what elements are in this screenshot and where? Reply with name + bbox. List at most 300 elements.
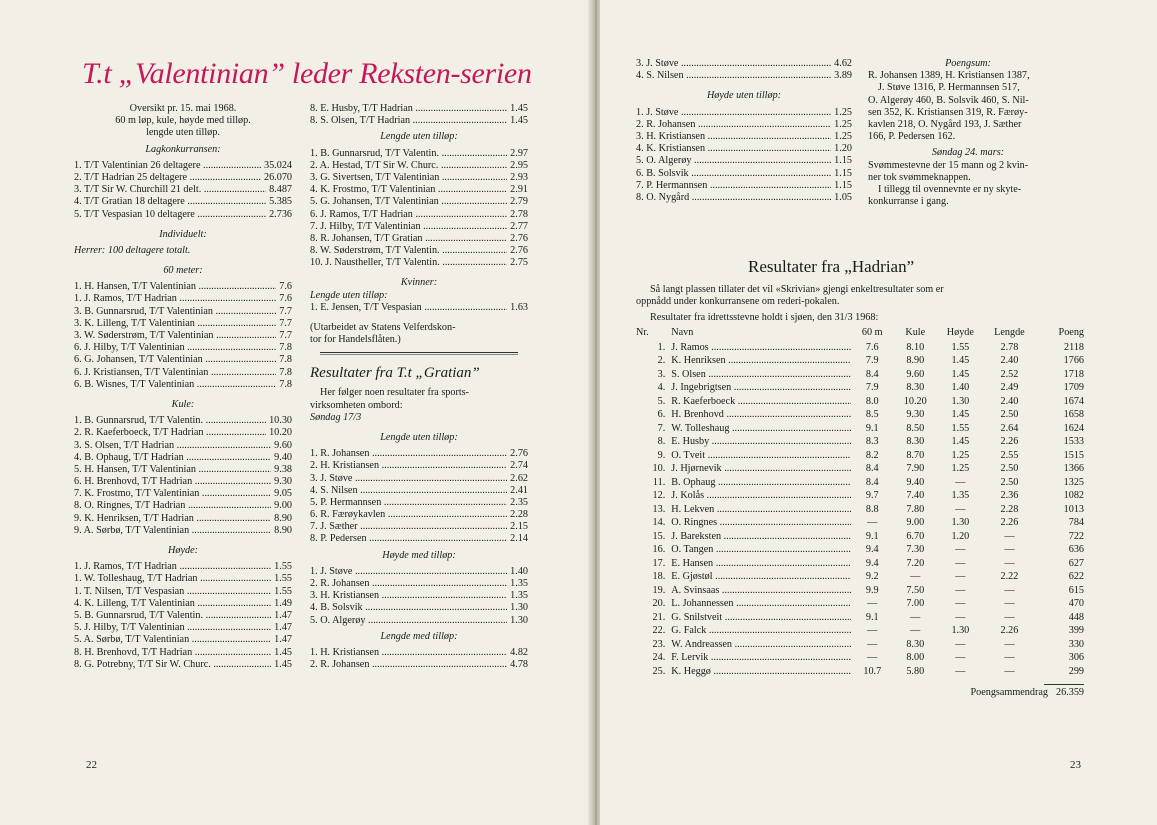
table-cell: 470	[1068, 598, 1084, 610]
table-cell: 636	[1068, 544, 1084, 556]
table-cell: 9.1	[865, 611, 879, 623]
result-name: 8. O. Ringnes, T/T Hadrian .....	[74, 500, 271, 512]
table-cell: 2.26	[1000, 517, 1019, 529]
result-value: 2.77	[510, 220, 528, 232]
result-row	[74, 634, 292, 646]
table-cell: 2.28	[1000, 503, 1019, 515]
result-name: 8. H. Brenhovd, T/T Hadrian .....	[74, 647, 271, 659]
section-heading: Lengde med tilløp:	[380, 630, 458, 642]
result-name: 1. J. Støve .....	[636, 107, 831, 119]
intro-line: Så langt plassen tillater det vil «Skrivian» gjengi enkeltresultater som er	[650, 284, 944, 295]
result-name: 1. R. Johansen .....	[310, 448, 507, 460]
result-value: 9.40	[274, 451, 292, 463]
result-row	[74, 464, 292, 476]
page-number: 23	[1070, 759, 1081, 771]
lengde-list	[310, 148, 528, 270]
table-cell: 1.30	[951, 395, 970, 407]
table-cell: 7.	[657, 422, 666, 434]
table-cell: —	[955, 544, 966, 556]
section-heading: Søndag 24. mars:	[931, 147, 1005, 159]
result-row	[636, 180, 852, 192]
result-row	[74, 281, 292, 293]
table-cell: —	[1004, 530, 1015, 542]
result-row	[310, 103, 528, 115]
table-cell: 14.	[652, 517, 666, 529]
table-cell: 2.26	[1000, 625, 1019, 637]
result-row	[74, 586, 292, 598]
result-row	[310, 448, 528, 460]
result-name: 4. K. Lilleng, T/T Valentinian .....	[74, 598, 271, 610]
result-value: 1.47	[274, 609, 292, 621]
table-cell: O. Tangen .....	[665, 543, 851, 557]
result-value: 9.38	[274, 463, 292, 475]
column-header: Nr.	[636, 327, 649, 339]
result-row	[74, 293, 292, 305]
table-cell: 7.9	[865, 355, 879, 367]
table-cell: 13.	[652, 503, 666, 515]
result-value: 2.78	[510, 208, 528, 220]
result-name: 2. R. Johansen .....	[636, 119, 831, 131]
result-row	[310, 221, 528, 233]
table-cell: 2.22	[1000, 571, 1019, 583]
result-name: 6. G. Johansen, T/T Valentinian .....	[74, 354, 276, 366]
table-cell: 8.30	[906, 638, 925, 650]
table-cell: W. Andreassen .....	[665, 638, 851, 652]
result-value: 1.30	[510, 602, 528, 614]
result-row	[74, 209, 292, 221]
table-cell: 1533	[1063, 436, 1084, 448]
section-heading: Høyde:	[168, 545, 198, 556]
table-cell: 2.52	[1000, 368, 1019, 380]
table-cell: 20.	[652, 598, 666, 610]
result-name: 1. J. Ramos, T/T Hadrian .....	[74, 293, 276, 305]
result-name: 9. K. Henriksen, T/T Hadrian .....	[74, 513, 271, 525]
table-row	[636, 354, 1084, 368]
table-cell: G. Snilstveit .....	[665, 611, 851, 625]
result-row	[74, 622, 292, 634]
table-cell: 11.	[652, 476, 666, 488]
table-row	[636, 408, 1084, 422]
table-cell: 17.	[652, 557, 666, 569]
table-cell: 1.45	[951, 355, 970, 367]
herrer-line: Herrer: 100 deltagere totalt.	[74, 244, 191, 256]
table-cell: 8.3	[865, 436, 879, 448]
table-cell: —	[955, 584, 966, 596]
result-row	[310, 602, 528, 614]
result-value: 1.47	[274, 622, 292, 634]
table-cell: 7.00	[906, 598, 925, 610]
table-cell: 1658	[1063, 409, 1084, 421]
intro-line: 60 m løp, kule, høyde med tilløp.	[115, 115, 251, 127]
table-cell: 1.40	[951, 382, 970, 394]
result-row	[310, 160, 528, 172]
result-value: 5.385	[269, 196, 292, 208]
result-name: 4. K. Frostmo, T/T Valentinian .....	[310, 184, 507, 196]
result-value: 8.90	[274, 512, 292, 524]
table-row	[636, 597, 1084, 611]
result-value: 1.35	[510, 578, 528, 589]
result-row	[74, 440, 292, 452]
table-cell: 6.	[657, 409, 666, 421]
result-name: 5. T/T Vespasian 10 deltagere .....	[74, 209, 266, 221]
result-value: 2.76	[510, 245, 528, 257]
intro-line: virksomheten ombord:	[310, 399, 403, 411]
table-cell: —	[910, 571, 921, 583]
result-name: 4. S. Nilsen .....	[636, 70, 831, 82]
table-row	[636, 503, 1084, 517]
result-row	[310, 196, 528, 208]
table-cell: 1.25	[951, 463, 970, 475]
table-cell: —	[1004, 557, 1015, 569]
table-cell: 2.	[657, 355, 666, 367]
table-cell: 1082	[1063, 490, 1084, 502]
table-cell: 7.6	[865, 341, 879, 353]
note-line: tor for Handelsflåten.)	[310, 334, 401, 346]
kvinner-list	[310, 302, 528, 314]
table-header-row	[636, 327, 1084, 341]
result-value: 26.070	[263, 171, 292, 183]
result-row	[636, 143, 852, 155]
table-cell: 2.50	[1000, 409, 1019, 421]
table-cell: 1366	[1063, 463, 1084, 475]
table-cell: 8.10	[906, 341, 925, 353]
result-row	[310, 659, 528, 671]
result-name: 6. B. Wisnes, T/T Valentinian .....	[74, 379, 276, 391]
result-row	[310, 460, 528, 472]
table-cell: 2.50	[1000, 463, 1019, 475]
result-value: 2.74	[510, 460, 528, 472]
result-value: 1.35	[510, 590, 528, 602]
table-cell: 25.	[652, 665, 666, 677]
summary-row	[636, 687, 1084, 699]
table-cell: 784	[1068, 517, 1084, 529]
divider	[320, 352, 518, 355]
table-cell: 7.30	[906, 544, 925, 556]
table-cell: 9.30	[906, 409, 925, 421]
result-name: 7. K. Frostmo, T/T Valentinian .....	[74, 488, 271, 500]
result-value: 2.95	[510, 159, 528, 171]
result-name: 8. G. Potrebny, T/T Sir W. Churc. .....	[74, 659, 271, 671]
text-line: R. Johansen 1389, H. Kristiansen 1387,	[868, 70, 1030, 82]
table-cell: 615	[1068, 584, 1084, 596]
result-value: 1.63	[510, 301, 528, 313]
table-cell: 8.5	[865, 409, 879, 421]
table-cell: 7.40	[906, 490, 925, 502]
lagkonkurransen-list	[74, 160, 292, 221]
table-cell: 9.40	[906, 476, 925, 488]
result-value: 1.49	[274, 597, 292, 609]
table-cell: 8.0	[865, 395, 879, 407]
hadrian-results-table	[636, 327, 1084, 679]
table-cell: —	[955, 598, 966, 610]
result-name: 1. B. Gunnarsrud, T/T Valentin. .....	[310, 148, 507, 160]
result-value: 2.28	[510, 509, 528, 521]
result-row	[310, 302, 528, 314]
result-name: 6. J. Kristiansen, T/T Valentinian .....	[74, 367, 276, 379]
result-value: 8.90	[274, 524, 292, 536]
table-row	[636, 449, 1084, 463]
table-row	[636, 368, 1084, 382]
result-value: 1.45	[274, 646, 292, 658]
result-row	[310, 172, 528, 184]
right-page	[600, 0, 1157, 825]
table-row	[636, 435, 1084, 449]
result-value: 1.45	[510, 103, 528, 114]
table-cell: 1624	[1063, 422, 1084, 434]
result-row	[74, 476, 292, 488]
result-name: 7. J. Hilby, T/T Valentinian .....	[310, 221, 507, 233]
table-cell: 10.20	[903, 395, 927, 407]
result-value: 2.93	[510, 171, 528, 183]
table-cell: 1766	[1063, 355, 1084, 367]
table-cell: 5.80	[906, 665, 925, 677]
result-row	[310, 497, 528, 509]
table-cell: —	[955, 652, 966, 664]
table-cell: J. Kolås .....	[665, 489, 851, 503]
table-cell: B. Ophaug .....	[665, 476, 851, 490]
result-name: 1. J. Støve .....	[310, 566, 507, 578]
table-cell: 7.80	[906, 503, 925, 515]
table-cell: 7.9	[865, 382, 879, 394]
intro-line: Oversikt pr. 15. mai 1968.	[129, 103, 237, 114]
result-row	[310, 473, 528, 485]
section-heading: Individuelt:	[159, 228, 207, 240]
table-cell: 8.8	[865, 503, 879, 515]
table-cell: 10.	[652, 463, 666, 475]
table-cell: 24.	[652, 652, 666, 664]
result-row	[74, 306, 292, 318]
table-cell: 9.4	[865, 544, 879, 556]
section-heading: Lengde uten tilløp:	[380, 131, 458, 143]
section-heading: Kvinner:	[400, 277, 438, 289]
result-name: 1. E. Jensen, T/T Vespasian .....	[310, 302, 507, 314]
table-cell: 9.7	[865, 490, 879, 502]
column-header: Poeng	[1058, 327, 1084, 339]
result-row	[74, 513, 292, 525]
table-cell: 8.50	[906, 422, 925, 434]
intro-line: Her følger noen resultater fra sports-	[320, 387, 470, 399]
table-cell: 8.4	[865, 476, 879, 488]
table-cell: —	[955, 665, 966, 677]
result-value: 1.40	[510, 565, 528, 577]
sum-rule	[1044, 684, 1084, 685]
result-name: 4. S. Nilsen .....	[310, 485, 507, 497]
result-row	[310, 566, 528, 578]
result-name: 1. B. Gunnarsrud, T/T Valentin. .....	[74, 415, 266, 427]
result-name: 4. T/T Gratian 18 deltagere .....	[74, 196, 266, 208]
table-cell: J. Hjørnevik .....	[665, 462, 851, 476]
table-row	[636, 570, 1084, 584]
result-name: 1. T/T Valentinian 26 deltagere .....	[74, 160, 261, 172]
table-cell: 722	[1068, 530, 1084, 542]
hoyde-uten-list	[636, 107, 852, 205]
result-value: 9.30	[274, 476, 292, 488]
table-cell: 1515	[1063, 449, 1084, 461]
result-name: 8. S. Olsen, T/T Hadrian .....	[310, 115, 507, 127]
table-cell: 2.55	[1000, 449, 1019, 461]
table-cell: 21.	[652, 611, 666, 623]
table-cell: S. Olsen .....	[665, 368, 851, 382]
left-column-1	[74, 103, 292, 671]
note-line: (Utarbeidet av Statens Velferdskon-	[310, 322, 456, 333]
table-cell: K. Henriksen .....	[665, 354, 851, 368]
table-row	[636, 422, 1084, 436]
table-cell: 2.78	[1000, 341, 1019, 353]
text-line: O. Algerøy 460, B. Solsvik 460, S. Nil-	[868, 94, 1029, 106]
result-name: 2. R. Johansen .....	[310, 578, 507, 590]
table-row	[636, 381, 1084, 395]
table-cell: J. Ramos .....	[665, 341, 851, 355]
result-row	[74, 184, 292, 196]
table-cell: W. Tolleshaug .....	[665, 422, 851, 436]
table-cell: 1.45	[951, 368, 970, 380]
table-cell: —	[867, 517, 878, 529]
table-cell: 8.30	[906, 436, 925, 448]
table-cell: —	[1004, 598, 1015, 610]
column-header: Høyde	[946, 327, 974, 339]
table-cell: —	[1004, 611, 1015, 623]
table-cell: 2.36	[1000, 490, 1019, 502]
table-cell: 2.40	[1000, 355, 1019, 367]
table-cell: —	[867, 598, 878, 610]
table-cell: 2118	[1064, 341, 1084, 353]
result-value: 10.20	[269, 427, 292, 439]
result-value: 7.8	[279, 354, 292, 366]
result-name: 3. W. Søderstrøm, T/T Valentinian .....	[74, 330, 276, 342]
result-row	[74, 500, 292, 512]
result-name: 5. A. Sørbø, T/T Valentinian .....	[74, 634, 271, 646]
table-cell: 9.4	[865, 557, 879, 569]
table-cell: 23.	[652, 638, 666, 650]
table-cell: 1718	[1063, 368, 1084, 380]
result-name: 6. R. Færøykavlen .....	[310, 509, 507, 521]
date-line: Søndag 17/3	[310, 411, 362, 423]
table-row	[636, 395, 1084, 409]
table-cell: 8.90	[906, 355, 925, 367]
table-cell: —	[910, 611, 921, 623]
table-cell: 622	[1068, 571, 1084, 583]
table-cell: 1.55	[951, 341, 970, 353]
gratian-lengde-med-list	[310, 647, 528, 671]
result-row	[74, 647, 292, 659]
table-cell: 1.	[657, 341, 666, 353]
result-value: 2.79	[510, 196, 528, 208]
result-value: 1.45	[510, 115, 528, 127]
table-cell: —	[867, 625, 878, 637]
result-value: 2.35	[510, 496, 528, 508]
table-cell: —	[1004, 652, 1015, 664]
table-cell: E. Husby .....	[665, 435, 851, 449]
result-name: 2. A. Hestad, T/T Sir W. Churc. .....	[310, 160, 507, 172]
table-cell: —	[1004, 665, 1015, 677]
table-cell: —	[867, 638, 878, 650]
table-cell: K. Heggø .....	[665, 665, 851, 679]
table-cell: —	[955, 638, 966, 650]
result-name: 8. W. Søderstrøm, T/T Valentin. .....	[310, 245, 507, 257]
table-cell: 1.25	[951, 449, 970, 461]
table-cell: 9.	[657, 449, 666, 461]
table-cell: H. Lekven .....	[665, 503, 851, 517]
result-row	[310, 485, 528, 497]
result-value: 1.55	[274, 585, 292, 597]
table-row	[636, 516, 1084, 530]
result-value: 10.30	[269, 415, 292, 427]
table-row	[636, 624, 1084, 638]
result-row	[310, 647, 528, 659]
result-row	[74, 172, 292, 184]
result-row	[74, 598, 292, 610]
table-row	[636, 584, 1084, 598]
result-name: 6. J. Hilby, T/T Valentinian .....	[74, 342, 276, 354]
result-name: 3. S. Olsen, T/T Hadrian .....	[74, 440, 271, 452]
result-value: 1.15	[834, 179, 852, 191]
table-cell: 2.26	[1000, 436, 1019, 448]
result-name: 8. R. Johansen, T/T Gratian .....	[310, 233, 507, 245]
result-value: 4.82	[510, 646, 528, 658]
section-heading: Lengde uten tilløp:	[380, 431, 458, 443]
table-cell: 5.	[657, 395, 666, 407]
result-name: 2. R. Kaeferboeck, T/T Hadrian .....	[74, 427, 266, 439]
result-row	[636, 58, 852, 70]
result-name: 3. G. Sivertsen, T/T Valentinian .....	[310, 172, 507, 184]
table-cell: 2.49	[1000, 382, 1019, 394]
table-cell: 330	[1068, 638, 1084, 650]
result-row	[74, 354, 292, 366]
intro-line: lengde uten tilløp.	[146, 127, 220, 139]
table-cell: O. Ringnes .....	[665, 516, 851, 530]
result-name: 3. T/T Sir W. Churchill 21 delt. .....	[74, 184, 266, 196]
result-row	[310, 533, 528, 545]
gratian-lengde-list	[310, 448, 528, 546]
table-row	[636, 651, 1084, 665]
result-name: 10. J. Naustheller, T/T Valentin. .....	[310, 257, 507, 269]
result-row	[636, 70, 852, 82]
table-cell: J. Ingebrigtsen .....	[665, 381, 851, 395]
table-cell: 9.1	[865, 422, 879, 434]
result-value: 7.8	[279, 366, 292, 378]
result-row	[310, 257, 528, 269]
result-name: 1. W. Tolleshaug, T/T Hadrian .....	[74, 573, 271, 585]
table-row	[636, 530, 1084, 544]
result-row	[74, 659, 292, 671]
result-value: 1.05	[834, 191, 852, 203]
result-row	[74, 427, 292, 439]
result-value: 1.15	[834, 167, 852, 179]
table-cell: —	[955, 557, 966, 569]
text-line: ner tok svømmeknappen.	[868, 171, 971, 183]
column-header: Kule	[905, 327, 926, 339]
table-cell: —	[1004, 544, 1015, 556]
result-value: 2.15	[510, 521, 528, 533]
hadrian-heading: Resultater fra „Hadrian”	[748, 257, 915, 276]
result-value: 7.6	[279, 281, 292, 293]
result-name: 6. J. Ramos, T/T Hadrian .....	[310, 209, 507, 221]
result-name: 5. J. Hilby, T/T Valentinian .....	[74, 622, 271, 634]
result-row	[74, 379, 292, 391]
text-line: sen 352, K. Kristiansen 319, R. Færøy-	[868, 106, 1028, 118]
table-cell: —	[910, 625, 921, 637]
table-cell: E. Hansen .....	[665, 557, 851, 571]
result-row	[74, 525, 292, 537]
table-cell: 16.	[652, 544, 666, 556]
result-name: 3. J. Støve .....	[310, 473, 507, 485]
table-cell: 7.50	[906, 584, 925, 596]
table-cell: 1.35	[951, 490, 970, 502]
table-cell: —	[1004, 584, 1015, 596]
result-row	[74, 415, 292, 427]
section-heading: 60 meter:	[163, 265, 203, 277]
table-cell: —	[1004, 638, 1015, 650]
